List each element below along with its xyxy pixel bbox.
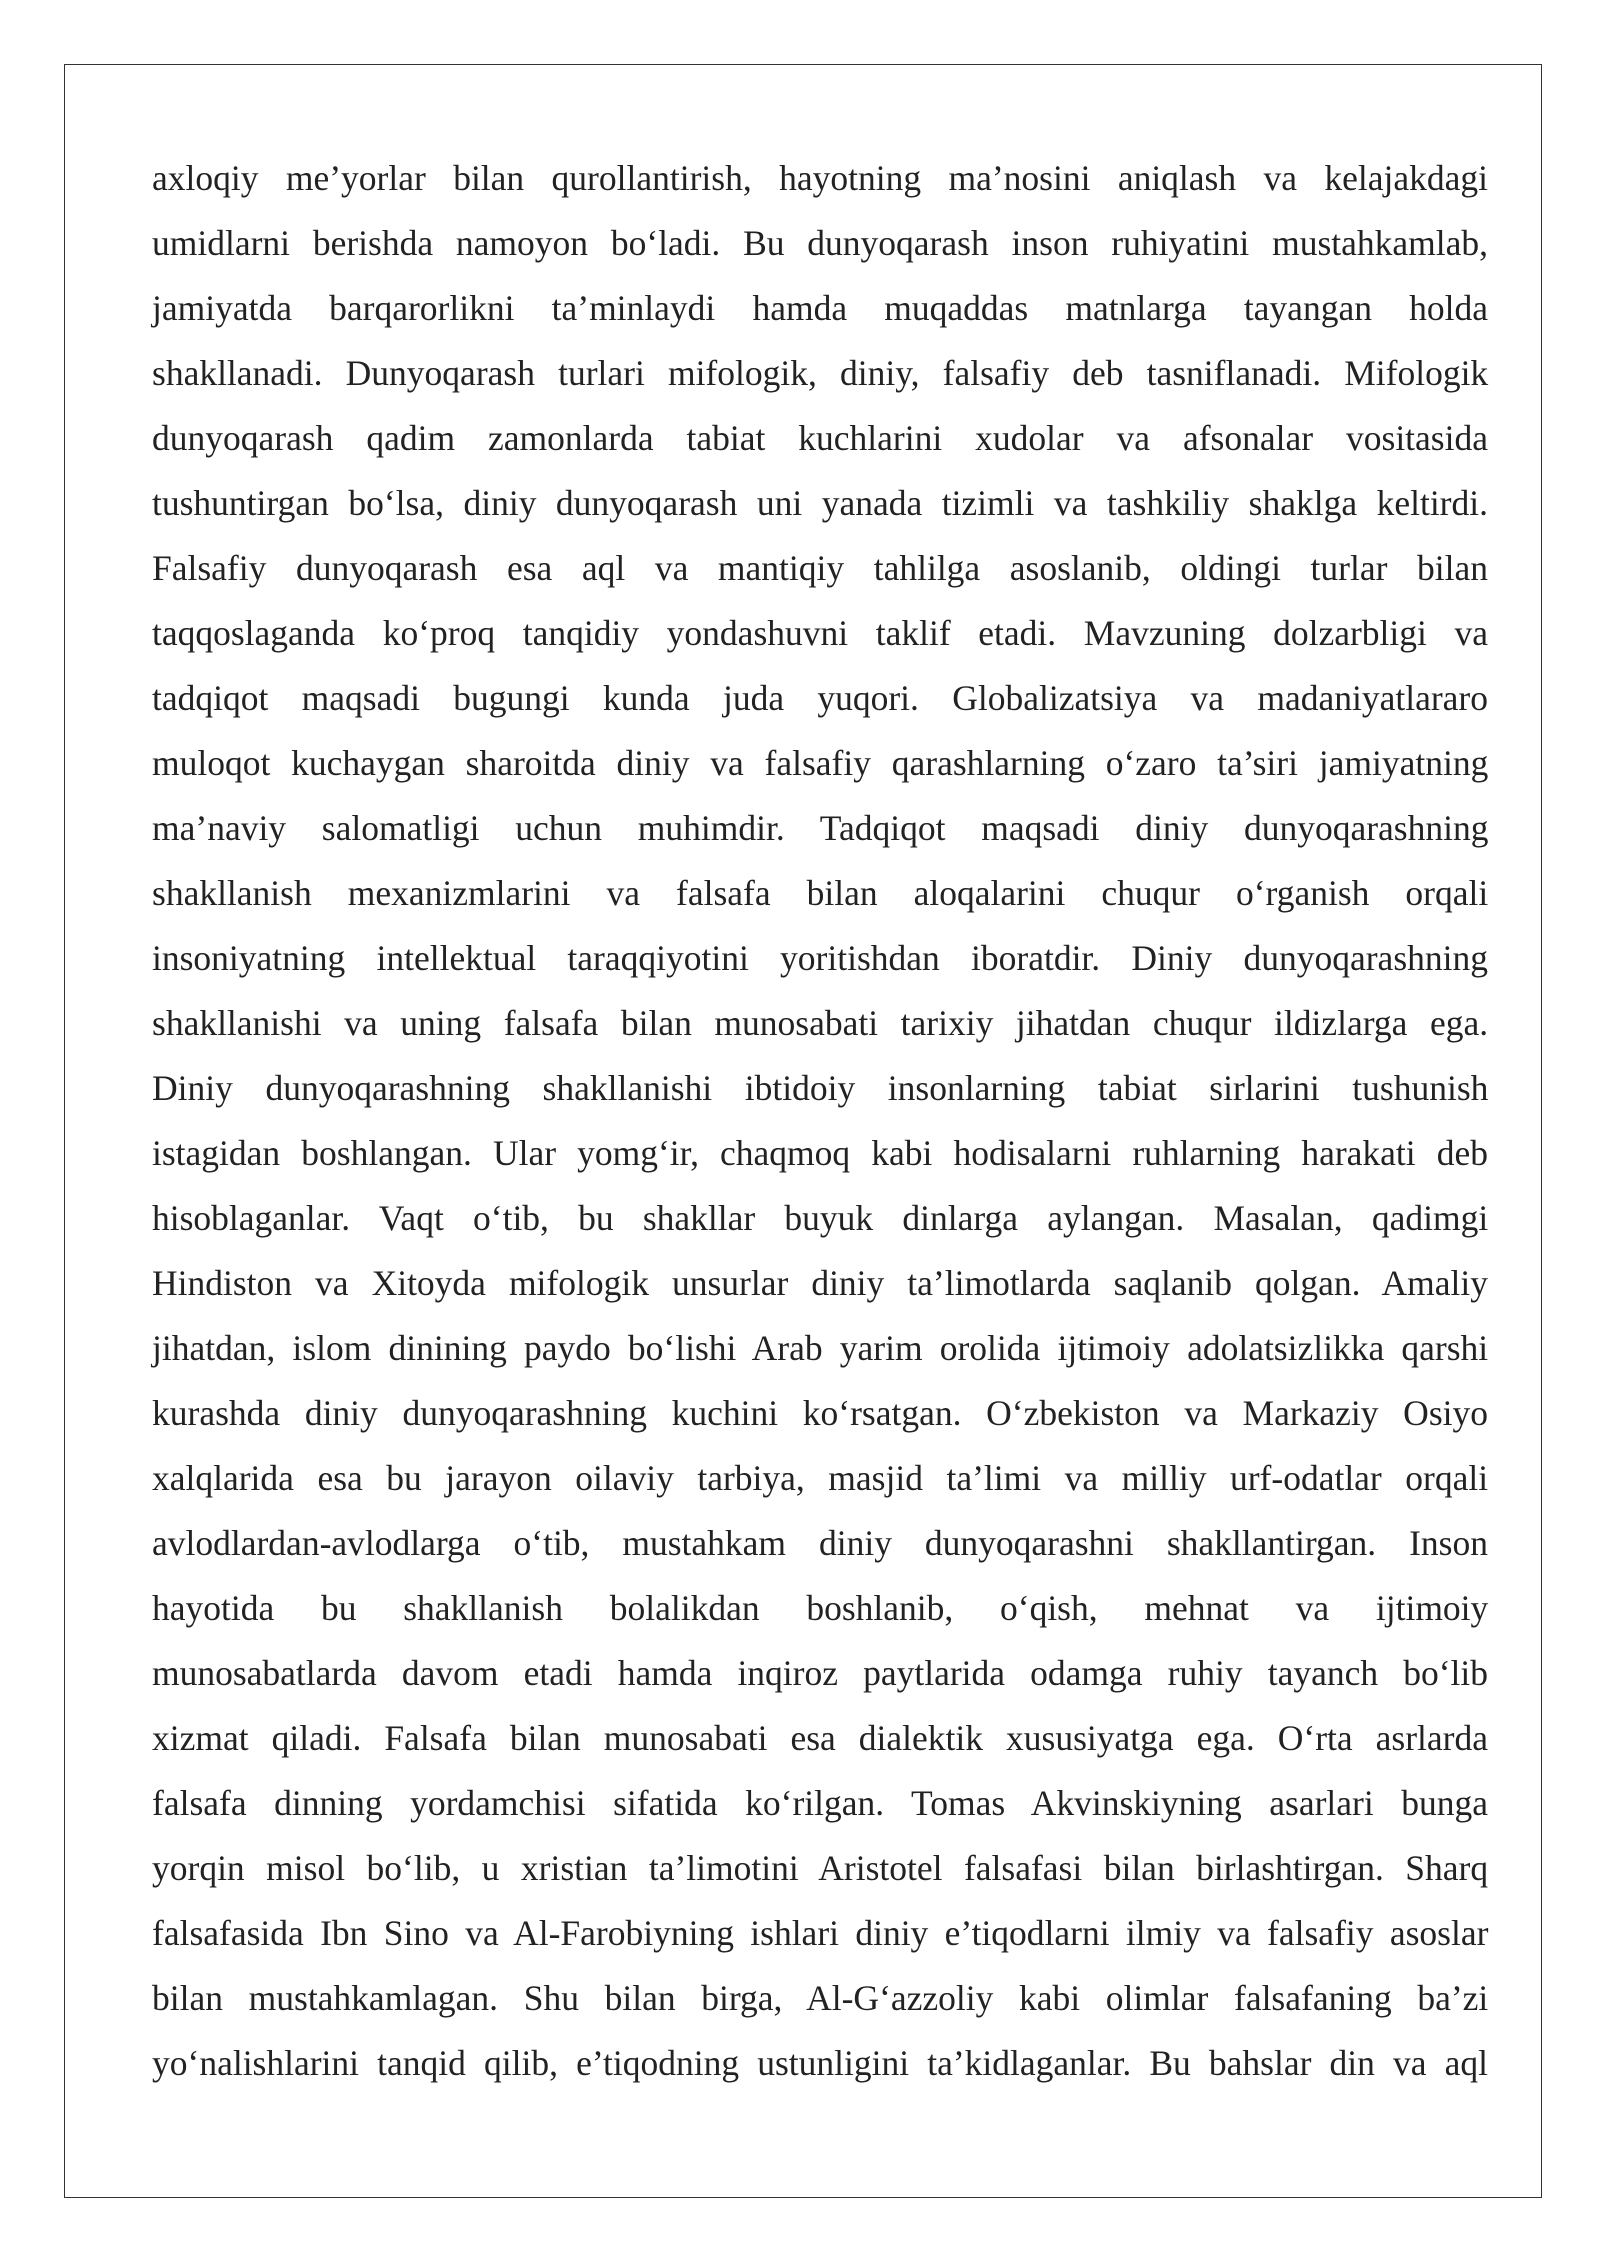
text-line: yorqin misol bo‘lib, u xristian ta’limotini Aristotel falsafasi bilan birlashtirgan. Sharq xyxy=(152,1848,1489,1888)
text-line: taqqoslaganda ko‘proq tanqidiy yondashuvni taklif etadi. Mavzuning dolzarbligi va xyxy=(152,613,1489,653)
text-line: dunyoqarash qadim zamonlarda tabiat kuchlarini xudolar va afsonalar vositasida xyxy=(152,418,1488,458)
text-line: axloqiy me’yorlar bilan qurollantirish, hayotning ma’nosini aniqlash va kelajakdagi xyxy=(152,158,1488,198)
text-line: munosabatlarda davom etadi hamda inqiroz paytlarida odamga ruhiy tayanch bo‘lib xyxy=(152,1653,1488,1693)
text-line: kurashda diniy dunyoqarashning kuchini ko‘rsatgan. O‘zbekiston va Markaziy Osiyo xyxy=(152,1393,1488,1433)
text-line: shakllanadi. Dunyoqarash turlari mifologik, diniy, falsafiy deb tasniflanadi. Mifologik xyxy=(152,353,1489,393)
text-line: jihatdan, islom dinining paydo bo‘lishi Arab yarim orolida ijtimoiy adolatsizlikka qarshi xyxy=(152,1328,1489,1368)
text-line: xizmat qiladi. Falsafa bilan munosabati esa dialektik xususiyatga ega. O‘rta asrlarda xyxy=(152,1718,1488,1758)
text-line: falsafasida Ibn Sino va Al-Farobiyning ishlari diniy e’tiqodlarni ilmiy va falsafiy asoslar xyxy=(152,1913,1489,1953)
text-line: falsafa dinning yordamchisi sifatida ko‘rilgan. Tomas Akvinskiyning asarlari bunga xyxy=(152,1783,1488,1823)
text-line: xalqlarida esa bu jarayon oilaviy tarbiya, masjid ta’limi va milliy urf-odatlar orqali xyxy=(152,1458,1489,1498)
text-line: Diniy dunyoqarashning shakllanishi ibtidoiy insonlarning tabiat sirlarini tushunish xyxy=(152,1068,1489,1108)
text-line: avlodlardan-avlodlarga o‘tib, mustahkam diniy dunyoqarashni shakllantirgan. Inson xyxy=(152,1523,1488,1563)
text-line: tushuntirgan bo‘lsa, diniy dunyoqarash uni yanada tizimli va tashkiliy shaklga keltirdi. xyxy=(152,483,1488,523)
text-line: yo‘nalishlarini tanqid qilib, e’tiqodning ustunligini ta’kidlaganlar. Bu bahslar din va aql xyxy=(152,2043,1488,2083)
text-line: Hindiston va Xitoyda mifologik unsurlar diniy ta’limotlarda saqlanib qolgan. Amaliy xyxy=(152,1263,1488,1303)
text-line: hisoblaganlar. Vaqt o‘tib, bu shakllar buyuk dinlarga aylangan. Masalan, qadimgi xyxy=(152,1198,1489,1238)
text-line: hayotida bu shakllanish bolalikdan boshlanib, o‘qish, mehnat va ijtimoiy xyxy=(152,1588,1489,1628)
text-line: Falsafiy dunyoqarash esa aql va mantiqiy tahlilga asoslanib, oldingi turlar bilan xyxy=(152,548,1488,588)
text-line: tadqiqot maqsadi bugungi kunda juda yuqori. Globalizatsiya va madaniyatlararo xyxy=(152,678,1488,718)
text-line: insoniyatning intellektual taraqqiyotini yoritishdan iboratdir. Diniy dunyoqarashning xyxy=(152,938,1488,978)
text-line: shakllanishi va uning falsafa bilan munosabati tarixiy jihatdan chuqur ildizlarga ega. xyxy=(152,1003,1489,1043)
text-line: jamiyatda barqarorlikni ta’minlaydi hamda muqaddas matnlarga tayangan holda xyxy=(152,288,1488,328)
text-line: muloqot kuchaygan sharoitda diniy va falsafiy qarashlarning o‘zaro ta’siri jamiyatning xyxy=(152,743,1489,783)
text-line: ma’naviy salomatligi uchun muhimdir. Tadqiqot maqsadi diniy dunyoqarashning xyxy=(152,808,1489,848)
text-line: shakllanish mexanizmlarini va falsafa bilan aloqalarini chuqur o‘rganish orqali xyxy=(152,873,1489,913)
text-line: bilan mustahkamlagan. Shu bilan birga, Al-G‘azzoliy kabi olimlar falsafaning ba’zi xyxy=(152,1978,1489,2018)
text-line: istagidan boshlangan. Ular yomg‘ir, chaqmoq kabi hodisalarni ruhlarning harakati deb xyxy=(152,1133,1488,1173)
text-line: umidlarni berishda namoyon bo‘ladi. Bu dunyoqarash inson ruhiyatini mustahkamlab, xyxy=(152,223,1488,263)
body-text xyxy=(152,146,1488,2096)
